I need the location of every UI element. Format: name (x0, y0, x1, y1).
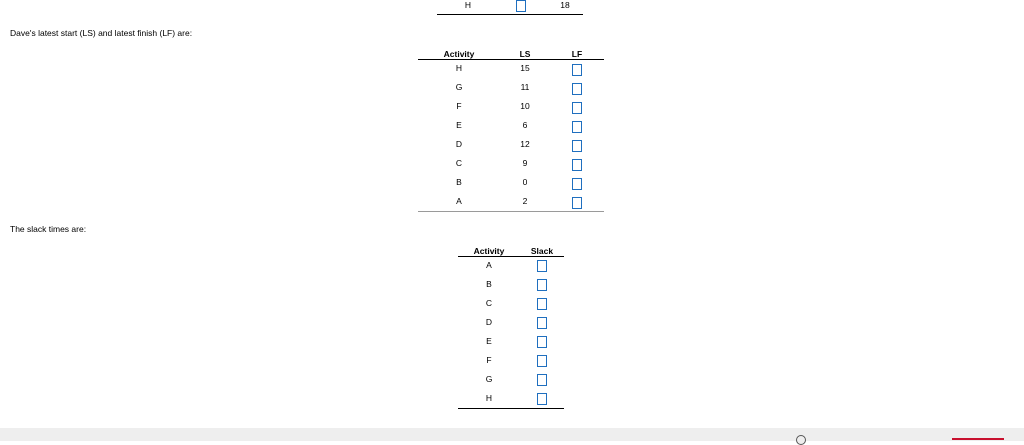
lf-input-g[interactable] (572, 83, 582, 95)
help-icon[interactable] (796, 435, 806, 445)
ls-lf-row-ls: 6 (522, 120, 528, 130)
ls-lf-row-activity: G (455, 82, 463, 92)
top-row-input[interactable] (516, 0, 526, 12)
slack-row-activity: C (485, 298, 493, 308)
ls-lf-row-ls: 2 (522, 196, 528, 206)
lf-input-b[interactable] (572, 178, 582, 190)
lf-input-h[interactable] (572, 64, 582, 76)
slack-bottom-rule (458, 408, 564, 409)
slack-input-b[interactable] (537, 279, 547, 291)
lf-input-c[interactable] (572, 159, 582, 171)
submit-button[interactable] (952, 438, 1004, 440)
lf-input-e[interactable] (572, 121, 582, 133)
slack-input-d[interactable] (537, 317, 547, 329)
slack-row-activity: D (485, 317, 493, 327)
ls-lf-row-activity: H (455, 63, 463, 73)
slack-row-activity: H (485, 393, 493, 403)
ls-lf-row-activity: E (456, 120, 462, 130)
lf-input-f[interactable] (572, 102, 582, 114)
ls-lf-bottom-rule (418, 211, 604, 212)
ls-lf-row-activity: C (455, 158, 463, 168)
ls-lf-row-ls: 9 (522, 158, 528, 168)
ls-lf-row-activity: A (456, 196, 462, 206)
top-row-divider (437, 14, 583, 15)
ls-lf-header-activity: Activity (443, 49, 475, 59)
ls-lf-row-activity: D (455, 139, 463, 149)
slack-row-activity: E (486, 336, 492, 346)
slack-header-activity: Activity (473, 246, 505, 256)
slack-input-h[interactable] (537, 393, 547, 405)
ls-lf-row-ls: 10 (520, 101, 530, 111)
prompt-slack: The slack times are: (10, 224, 87, 234)
ls-lf-row-ls: 11 (520, 82, 530, 92)
ls-lf-row-ls: 15 (520, 63, 530, 73)
top-row-activity: H (464, 0, 472, 10)
slack-row-activity: A (486, 260, 492, 270)
top-row-lf-value: 18 (560, 0, 570, 10)
ls-lf-header-lf: LF (571, 49, 583, 59)
slack-input-c[interactable] (537, 298, 547, 310)
ls-lf-row-activity: F (456, 101, 462, 111)
slack-input-f[interactable] (537, 355, 547, 367)
prompt-ls-lf: Dave's latest start (LS) and latest finish (LF) are: (10, 28, 193, 38)
slack-input-g[interactable] (537, 374, 547, 386)
ls-lf-row-ls: 12 (520, 139, 530, 149)
slack-row-activity: F (486, 355, 492, 365)
ls-lf-header-ls: LS (519, 49, 531, 59)
ls-lf-header-rule (418, 59, 604, 60)
footer-bar (0, 428, 1024, 441)
lf-input-d[interactable] (572, 140, 582, 152)
slack-header-slack: Slack (530, 246, 554, 256)
ls-lf-row-activity: B (456, 177, 462, 187)
slack-input-a[interactable] (537, 260, 547, 272)
lf-input-a[interactable] (572, 197, 582, 209)
slack-input-e[interactable] (537, 336, 547, 348)
slack-row-activity: B (486, 279, 492, 289)
slack-row-activity: G (485, 374, 493, 384)
slack-header-rule (458, 256, 564, 257)
ls-lf-row-ls: 0 (522, 177, 528, 187)
